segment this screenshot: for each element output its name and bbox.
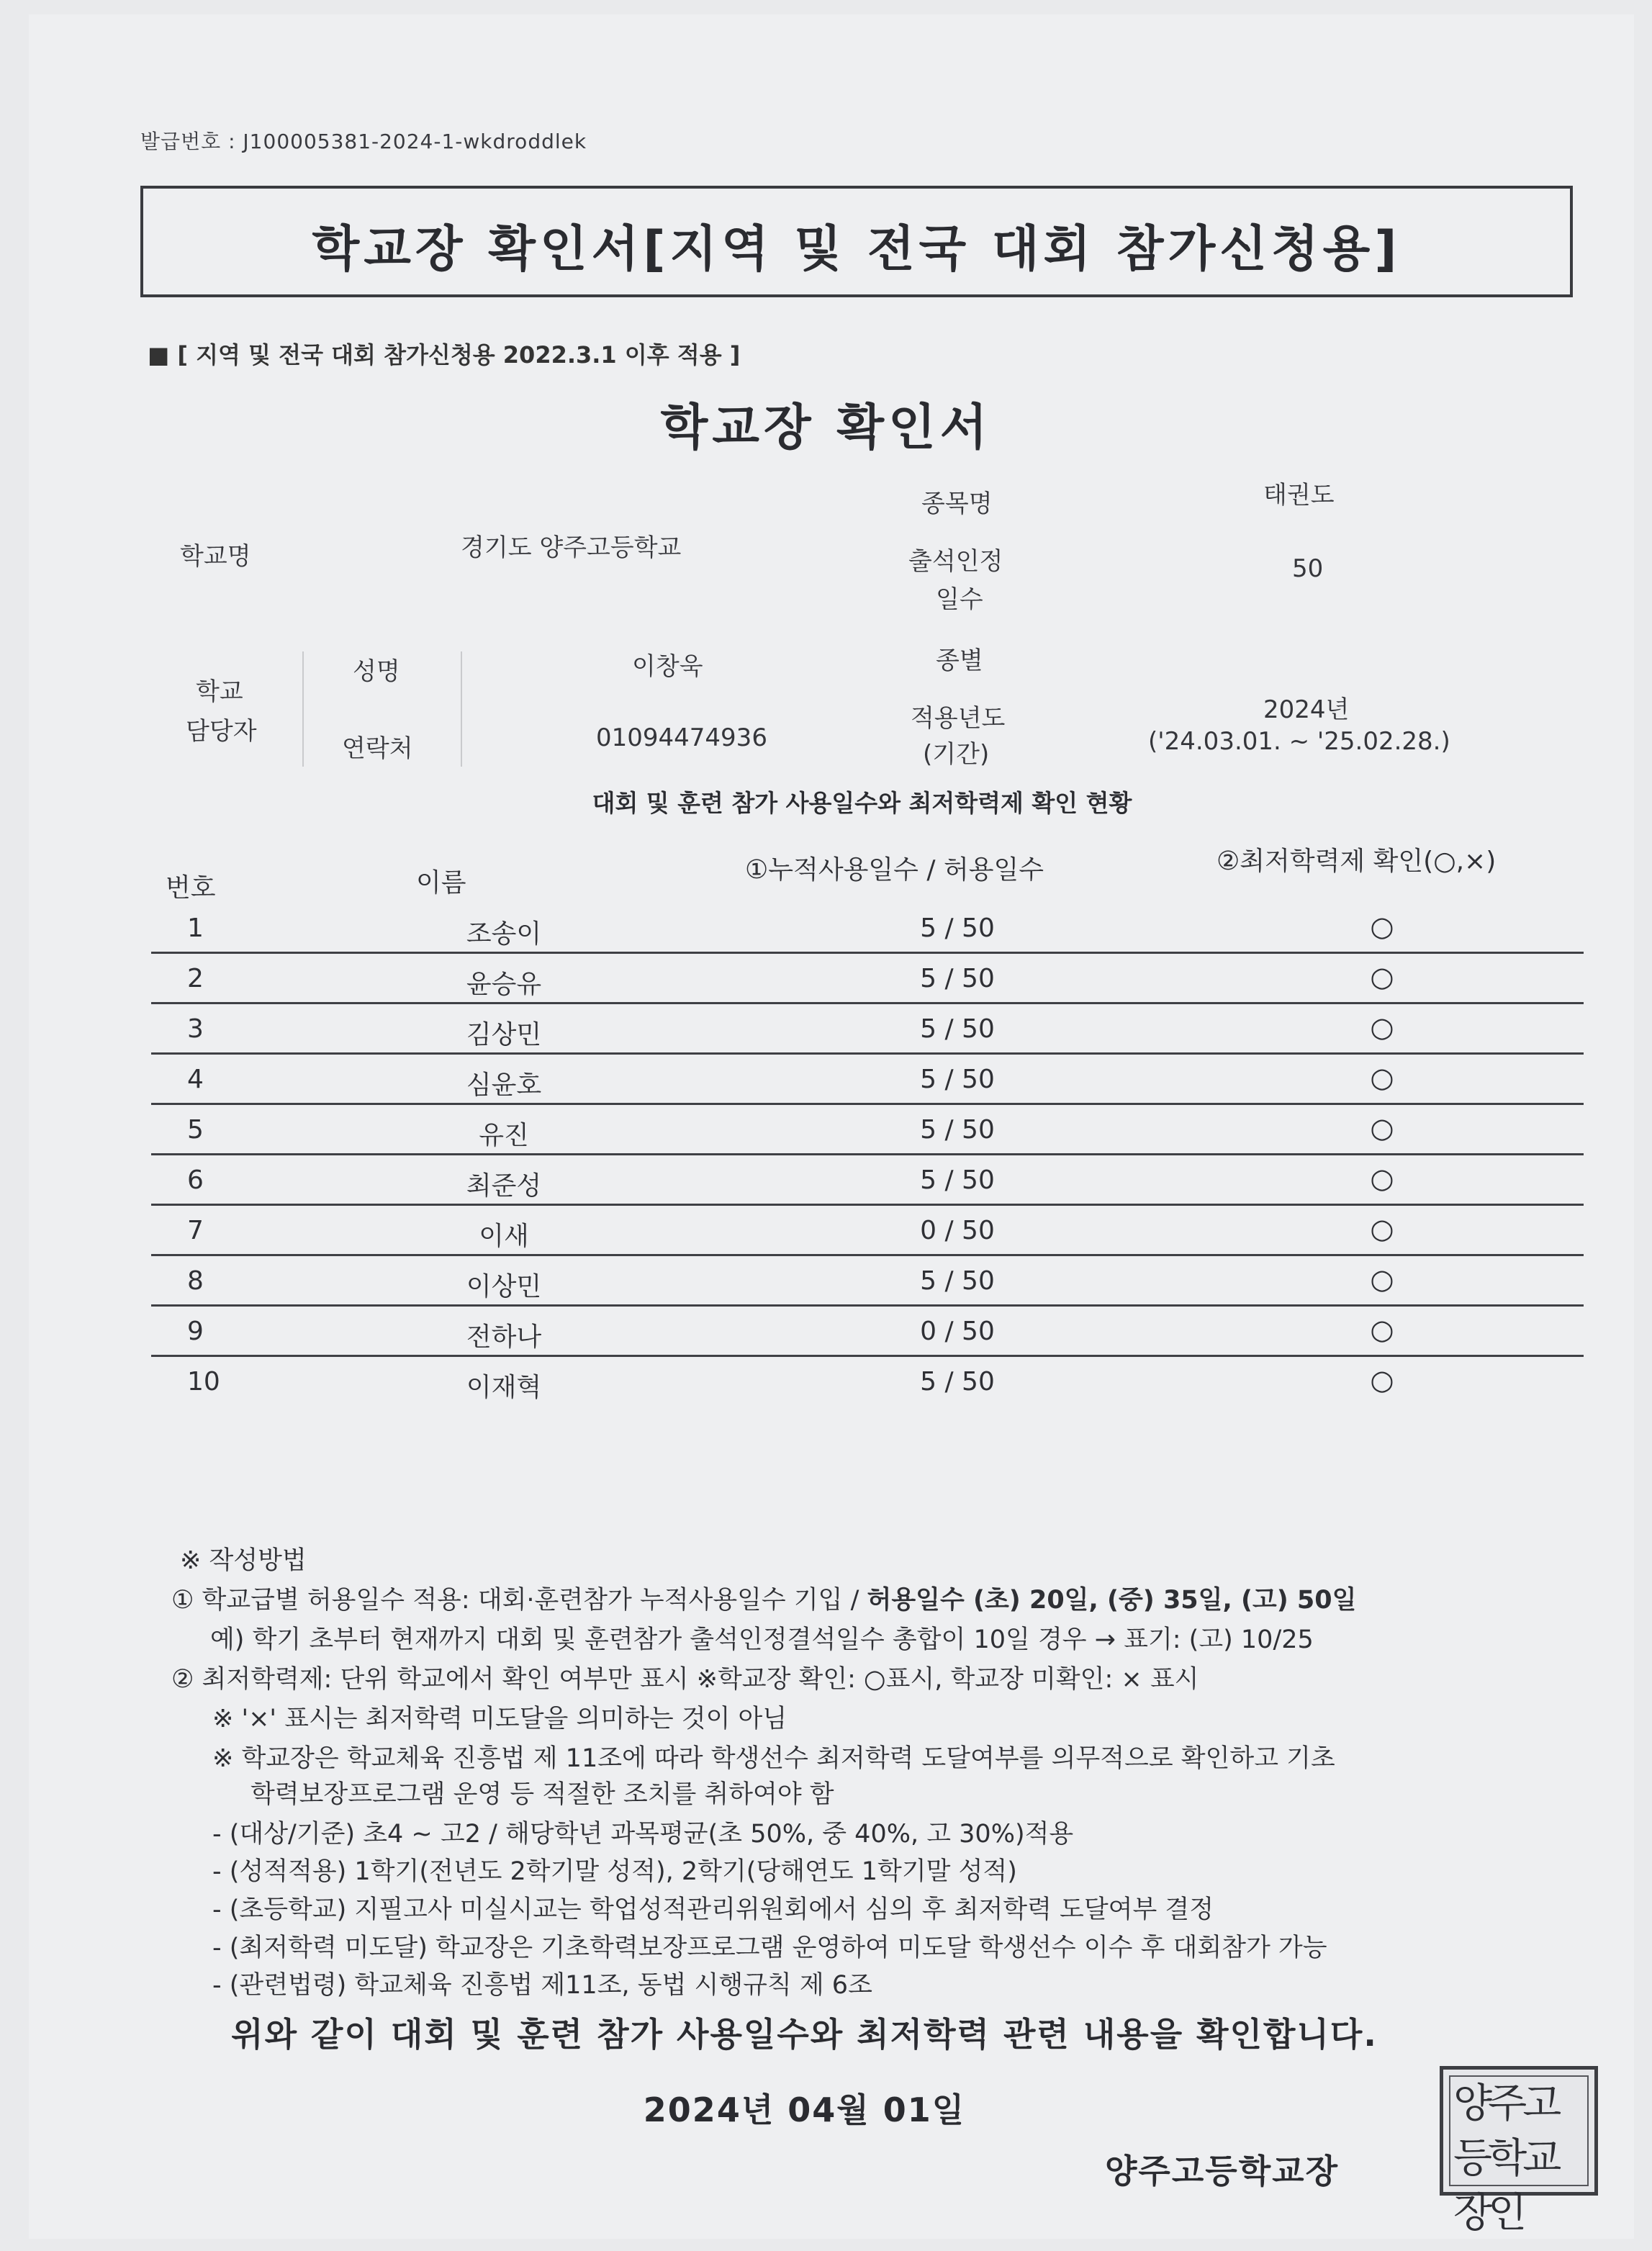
attendance-label-1: 출석인정 bbox=[908, 547, 1003, 576]
year-value-1: 2024년 bbox=[1263, 695, 1350, 724]
attendance-label-2: 일수 bbox=[936, 585, 983, 614]
row-number: 2 bbox=[187, 964, 204, 993]
issue-date: 2024년 04월 01일 bbox=[643, 2090, 966, 2129]
row-name: 이재혁 bbox=[466, 1373, 542, 1402]
row-days: 5 / 50 bbox=[920, 1266, 995, 1296]
row-number: 8 bbox=[187, 1266, 204, 1296]
row-name: 유진 bbox=[479, 1121, 529, 1150]
info-divider bbox=[302, 651, 304, 767]
official-seal bbox=[1440, 2066, 1598, 2237]
row-days: 0 / 50 bbox=[920, 1317, 995, 1346]
attendance-value: 50 bbox=[1292, 554, 1324, 583]
row-check: ○ bbox=[1370, 911, 1394, 942]
table-row bbox=[151, 1004, 1584, 1055]
table-row bbox=[151, 1055, 1584, 1105]
contact-value: 01094474936 bbox=[596, 723, 767, 752]
manager-label-1: 학교 bbox=[196, 677, 243, 706]
row-name: 이새 bbox=[479, 1222, 529, 1251]
year-value-2: ('24.03.01. ~ '25.02.28.) bbox=[1148, 727, 1450, 756]
row-name: 전하나 bbox=[466, 1322, 542, 1352]
row-name: 김상민 bbox=[466, 1020, 542, 1050]
notes-dash5: - (관련법령) 학교체육 진흥법 제11조, 동법 시행규칙 제 6조 bbox=[212, 1971, 872, 2000]
issue-number: 발급번호 : J100005381-2024-1-wkdroddlek bbox=[140, 130, 587, 153]
table-row bbox=[151, 903, 1584, 954]
header-number: 번호 bbox=[166, 873, 216, 903]
table-row bbox=[151, 1105, 1584, 1155]
notes-item1-example: 예) 학기 초부터 현재까지 대회 및 훈련참가 출석인정결석일수 총합이 10일 경우 → 표기: (고) 10/25 bbox=[210, 1625, 1314, 1654]
header-check: ②최저학력제 확인(○,×) bbox=[1217, 847, 1497, 876]
table-row bbox=[151, 954, 1584, 1004]
manager-label-2: 담당자 bbox=[186, 717, 257, 746]
row-name: 심윤호 bbox=[466, 1070, 542, 1100]
header-name: 이름 bbox=[416, 868, 466, 898]
table-row bbox=[151, 1256, 1584, 1307]
school-label: 학교명 bbox=[180, 542, 251, 571]
row-number: 3 bbox=[187, 1014, 204, 1044]
row-days: 5 / 50 bbox=[920, 1115, 995, 1145]
notes-heading: ※ 작성방법 bbox=[180, 1546, 307, 1575]
notes-dash4: - (최저학력 미도달) 학교장은 기초학력보장프로그램 운영하여 미도달 학생선수 이수 후 대회참가 가능 bbox=[212, 1934, 1327, 1962]
category-label: 종별 bbox=[936, 646, 983, 675]
table-row bbox=[151, 1357, 1584, 1407]
row-name: 윤승유 bbox=[466, 970, 542, 999]
row-check: ○ bbox=[1370, 1112, 1394, 1144]
row-number: 4 bbox=[187, 1065, 204, 1094]
notes-item2: ② 최저학력제: 단위 학교에서 확인 여부만 표시 ※학교장 확인: ○표시, 학교장 미확인: × 표시 bbox=[171, 1665, 1199, 1694]
table-row bbox=[151, 1206, 1584, 1256]
notes-item2-note2a: ※ 학교장은 학교체육 진흥법 제 11조에 따라 학생선수 최저학력 도달여부를 의무적으로 확인하고 기초 bbox=[212, 1744, 1335, 1773]
row-number: 7 bbox=[187, 1216, 204, 1245]
notes-item2-note1: ※ '×' 표시는 최저학력 미도달을 의미하는 것이 아님 bbox=[212, 1705, 787, 1733]
sport-label: 종목명 bbox=[921, 490, 993, 518]
row-number: 10 bbox=[187, 1367, 220, 1397]
name-label: 성명 bbox=[353, 657, 400, 686]
row-number: 1 bbox=[187, 914, 204, 943]
row-days: 5 / 50 bbox=[920, 1065, 995, 1094]
row-days: 5 / 50 bbox=[920, 914, 995, 943]
row-check: ○ bbox=[1370, 1062, 1394, 1093]
section-title: 대회 및 훈련 참가 사용일수와 최저학력제 확인 현황 bbox=[592, 789, 1132, 817]
row-check: ○ bbox=[1370, 1263, 1394, 1295]
page-title: 학교장 확인서 bbox=[660, 400, 992, 456]
row-number: 6 bbox=[187, 1165, 204, 1195]
notes-dash1: - (대상/기준) 초4 ~ 고2 / 해당학년 과목평균(초 50%, 중 40%, 고 30%)적용 bbox=[212, 1820, 1074, 1849]
notes-dash3: - (초등학교) 지필고사 미실시교는 학업성적관리위원회에서 심의 후 최저학력 도달여부 결정 bbox=[212, 1895, 1214, 1924]
notes-dash2: - (성적적용) 1학기(전년도 2학기말 성적), 2학기(당해연도 1학기말 성적) bbox=[212, 1857, 1017, 1886]
school-value: 경기도 양주고등학교 bbox=[461, 533, 682, 562]
row-divider bbox=[151, 1405, 1584, 1407]
sport-value: 태권도 bbox=[1263, 481, 1335, 510]
notice-line: ■ [ 지역 및 전국 대회 참가신청용 2022.3.1 이후 적용 ] bbox=[148, 341, 741, 369]
notes-item2-note2b: 학력보장프로그램 운영 등 적절한 조치를 취하여야 함 bbox=[250, 1780, 834, 1809]
row-days: 5 / 50 bbox=[920, 1367, 995, 1397]
year-label-2: (기간) bbox=[923, 740, 990, 769]
row-check: ○ bbox=[1370, 1163, 1394, 1194]
row-days: 5 / 50 bbox=[920, 1165, 995, 1195]
name-value: 이창욱 bbox=[632, 652, 703, 681]
year-label-1: 적용년도 bbox=[911, 704, 1006, 733]
seal-text: 양주고등학교장인 bbox=[1453, 2080, 1558, 2237]
row-days: 5 / 50 bbox=[920, 1014, 995, 1044]
principal-signature: 양주고등학교장 bbox=[1105, 2152, 1340, 2191]
row-days: 5 / 50 bbox=[920, 964, 995, 993]
row-check: ○ bbox=[1370, 1314, 1394, 1345]
row-check: ○ bbox=[1370, 1011, 1394, 1043]
notes-item1-allowed: 허용일수 (초) 20일, (중) 35일, (고) 50일 bbox=[867, 1586, 1357, 1615]
table-row bbox=[151, 1155, 1584, 1206]
row-check: ○ bbox=[1370, 1213, 1394, 1245]
row-name: 최준성 bbox=[466, 1171, 542, 1201]
row-check: ○ bbox=[1370, 1364, 1394, 1396]
confirmation-statement: 위와 같이 대회 및 훈련 참가 사용일수와 최저학력 관련 내용을 확인합니다. bbox=[231, 2015, 1378, 2054]
row-check: ○ bbox=[1370, 961, 1394, 993]
table-row bbox=[151, 1307, 1584, 1357]
main-title-box bbox=[140, 186, 1573, 297]
header-days: ①누적사용일수 / 허용일수 bbox=[745, 855, 1044, 885]
row-days: 0 / 50 bbox=[920, 1216, 995, 1245]
notes-item1-text: ① 학교급별 허용일수 적용: 대회·훈련참가 누적사용일수 기입 / bbox=[171, 1586, 867, 1615]
contact-label: 연락처 bbox=[342, 734, 413, 763]
row-number: 9 bbox=[187, 1317, 204, 1346]
row-number: 5 bbox=[187, 1115, 204, 1145]
main-title: 학교장 확인서[지역 및 전국 대회 참가신청용] bbox=[312, 221, 1402, 278]
row-name: 이상민 bbox=[466, 1272, 542, 1302]
info-divider bbox=[461, 651, 462, 767]
row-name: 조송이 bbox=[466, 919, 542, 949]
notes-item1 bbox=[171, 1580, 1356, 1616]
